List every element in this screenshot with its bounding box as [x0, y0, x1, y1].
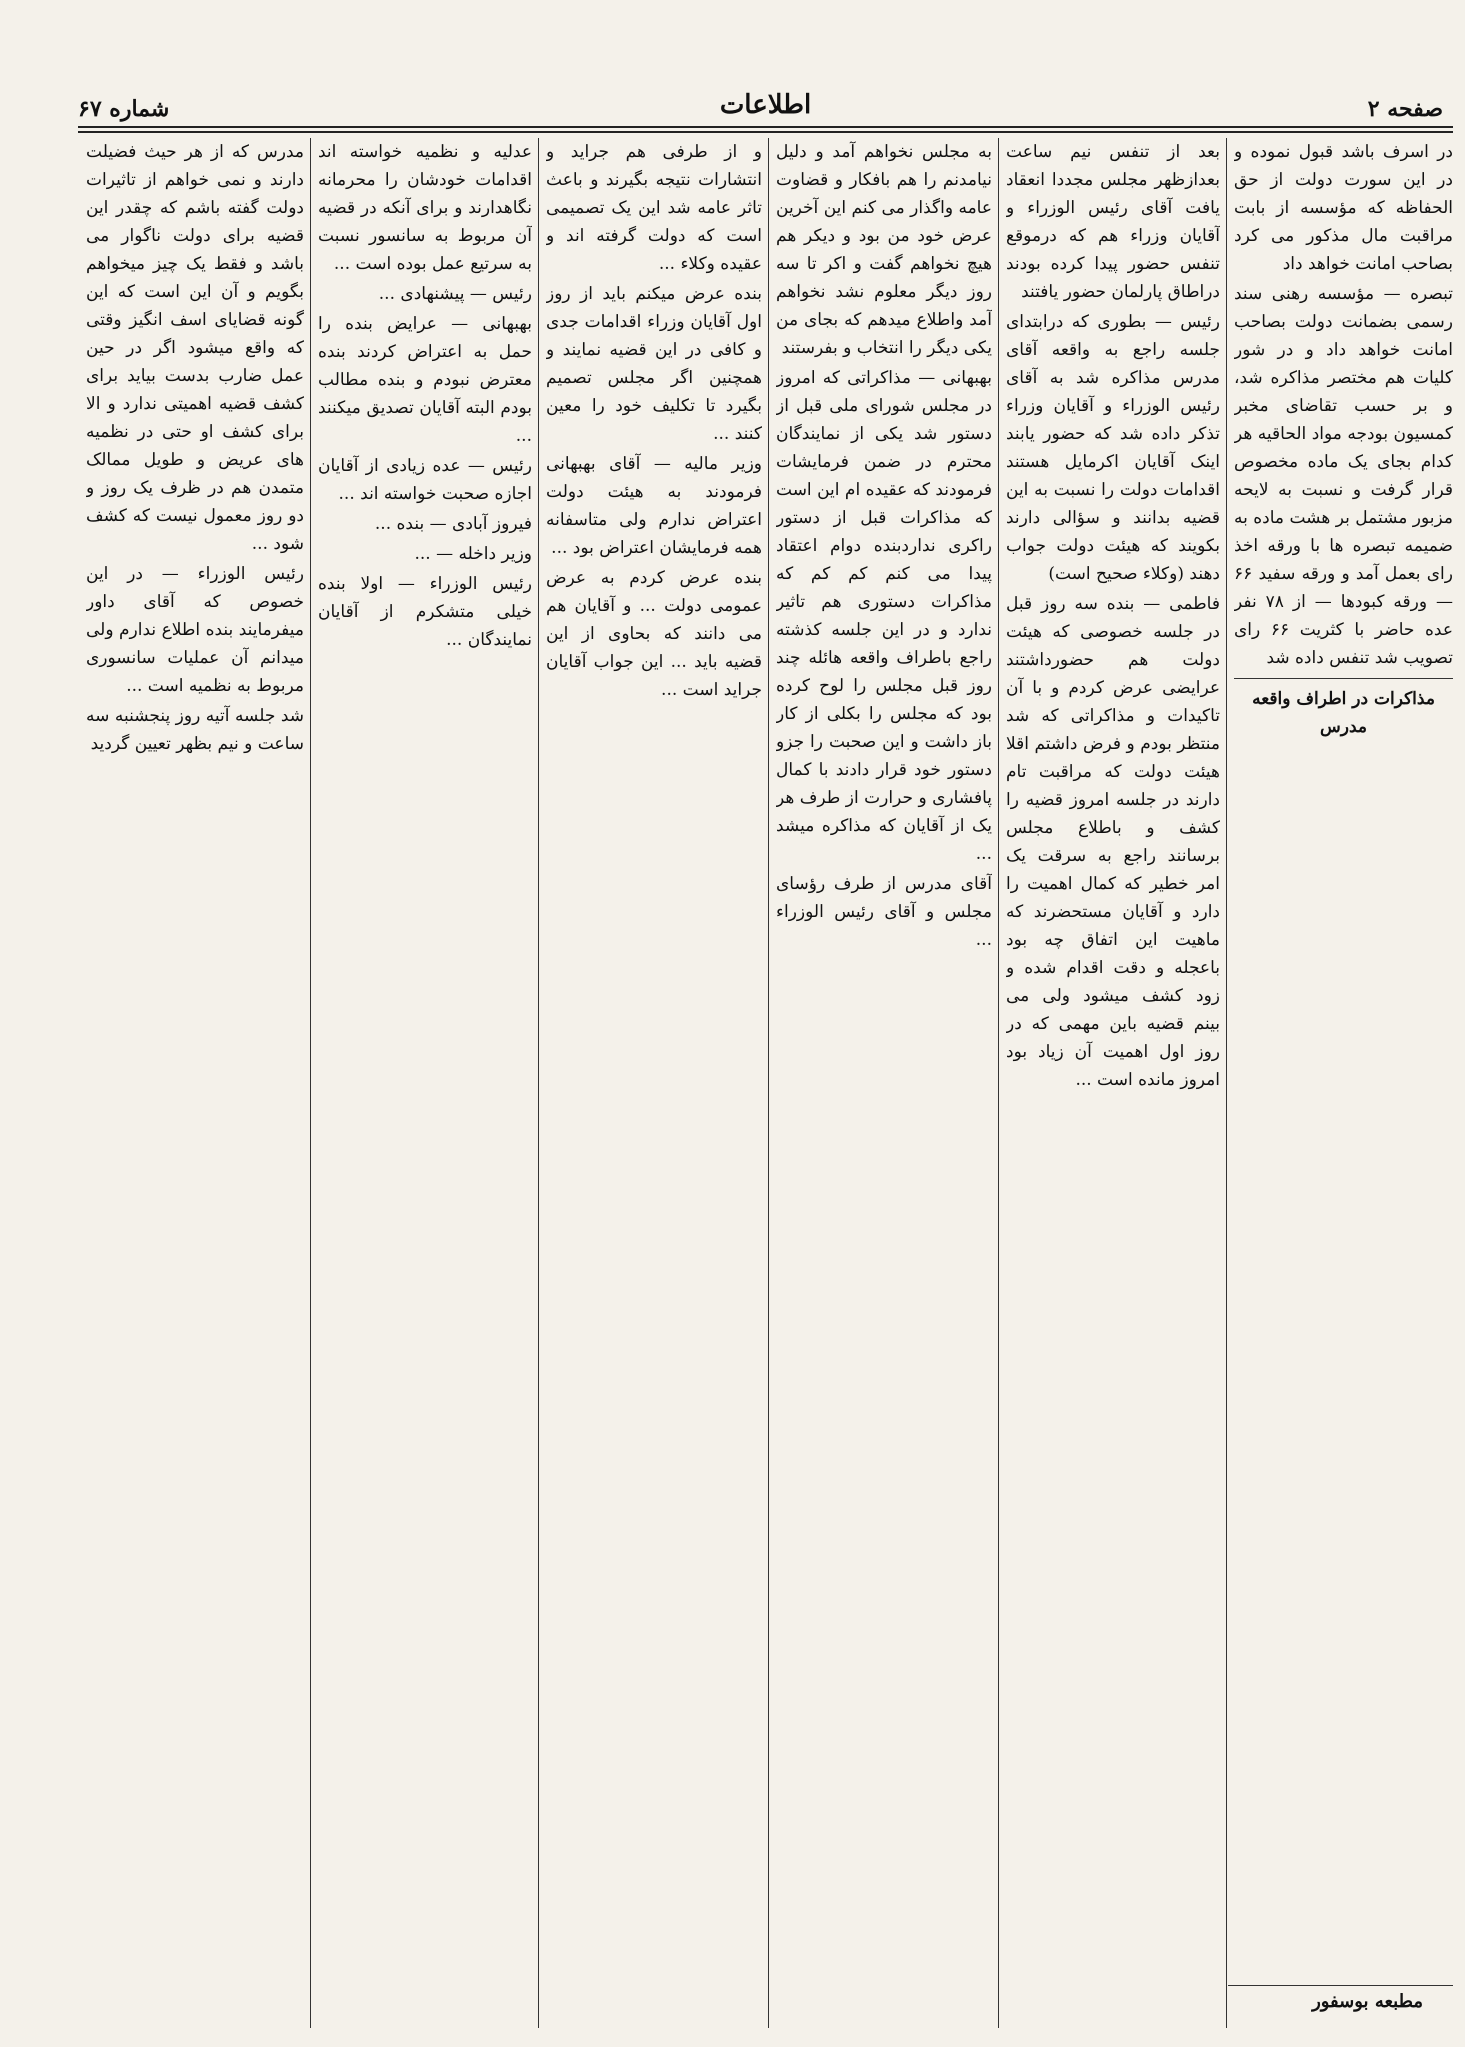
column-paragraph: بهبهانی — مذاکراتی که امروز در مجلس شورای ملی قبل از دستور شد یکی از نمایندگان محترم در ضمن فرمایشات فرمودند که عقیده ام این است که مذاکرات قبل از دستور راکری نداردبنده دوام اعتقاد پیدا می کنم کم کم که مذاکرات دستوری هم تاثیر ندارد و در این جلسه کذشته راجع باطراف واقعه هائله چند روز قبل مجلس را لوح کرده بود که مجلس را بکلی از کار باز داشت و این صحبت را جزو دستور خود قرار دادند با کمال پافشاری و حرارت از طرف هر یک از آقایان که مذاکره میشد ... [776, 368, 992, 864]
column-paragraph: وزیر داخله — ... [414, 544, 532, 564]
masthead [78, 90, 1453, 124]
issue-number: شماره ۶۷ [78, 96, 170, 122]
column-paragraph: رئیس — پیشنهادی ... [378, 284, 532, 304]
section-divider [1234, 678, 1453, 679]
column-paragraph: شد جلسه آتیه روز پنجشنبه سه ساعت و نیم بظهر تعیین گردید [86, 706, 304, 754]
section-heading: مذاکرات در اطراف واقعه مدرس [1252, 689, 1435, 737]
column-paragraph: عدلیه و نظمیه خواسته اند اقدامات خودشان را محرمانه نگاهدارند و برای آنکه در قضیه آن مربوط به سانسور نسبت به سرتیع عمل بوده است ... [318, 142, 532, 274]
masthead-rule-secondary [78, 131, 1453, 133]
page-number: صفحه ۲ [1367, 96, 1443, 122]
column-paragraph: رئیس — بطوری که درابتدای جلسه راجع به واقعه آقای مدرس مذاکره شد به آقای رئیس الوزراء و آقایان وزراء تذکر داده شد که حضور یابند اینک آقایان اکرمایل هستند اقدامات دولت را نسبت به این قضیه بدانند و سؤالی دارند بکویند که هیئت دولت جواب دهند (وکلاء صحیح است) [1006, 312, 1220, 584]
column-paragraph: رئیس — عده زیادی از آقایان اجازه صحبت خواسته اند ... [318, 456, 532, 504]
column-4 [546, 138, 762, 2028]
column-paragraph: به مجلس نخواهم آمد و دلیل نیامدنم را هم بافکار و قضاوت عامه واگذار می کنم این آخرین عرض خود من بود و دیکر هم هیچ نخواهم گفت و اکر تا سه روز دیگر معلوم نشد نخواهم آمد واطلاع میدهم که بجای من یکی دیگر را انتخاب و بفرستند [776, 142, 992, 358]
column-paragraph: بنده عرض میکنم باید از روز اول آقایان وزراء اقدامات جدی و کافی در این قضیه نمایند و همچنین اگر مجلس تصمیم بگیرد تا تکلیف خود را معین کنند ... [546, 284, 762, 444]
column-paragraph: رئیس الوزراء — اولا بنده خیلی متشکرم از آقایان نمایندگان ... [318, 574, 532, 650]
column-paragraph: در اسرف باشد قبول نموده و در این سورت دولت از حق الحفاظه که مؤسسه از بابت مراقبت مال مذکور می کرد بصاحب امانت خواهد داد [1234, 142, 1453, 274]
article-columns [78, 138, 1453, 2028]
column-paragraph: وزیر مالیه — آقای بهبهانی فرمودند به هیئت دولت اعتراض ندارم ولی متاسفانه همه فرمایشان اعتراض بود ... [546, 454, 762, 558]
column-paragraph: مدرس که از هر حیث فضیلت دارند و نمی خواهم از تاثیرات دولت گفته باشم که چقدر این قضیه برای دولت ناگوار می باشد و فقط یک چیز میخواهم بگویم و آن این است که این گونه قضایای اسف انگیز وقتی که واقع میشود اگر در حین عمل ضارب بدست بیاید برای کشف قضیه اهمیتی ندارد و الا برای کشف او حتی در نظمیه های عریض و طویل ممالک متمدن هم در ظرف یک روز و دو روز معمول نیست که کشف شود ... [86, 142, 304, 554]
column-3 [776, 138, 992, 2028]
column-paragraph: رئیس الوزراء — در این خصوص که آقای داور میفرمایند بنده اطلاع ندارم ولی میدانم آن عملیات سانسوری مربوط به نظمیه است ... [86, 564, 304, 696]
masthead-rule [78, 126, 1453, 128]
column-paragraph: و از طرفی هم جراید و انتشارات نتیجه بگیرند و باعث تاثر عامه شد این یک تصمیمی است که دولت گرفته اند و عقیده وکلاء ... [546, 142, 762, 274]
column-paragraph: بعد از تنفس نیم ساعت بعدازظهر مجلس مجددا انعقاد یافت آقای رئیس الوزراء و آقایان وزراء هم که درموقع تنفس حضور پیدا کرده بودند دراطاق پارلمان حضور یافتند [1006, 142, 1220, 302]
column-paragraph: فاطمی — بنده سه روز قبل در جلسه خصوصی که هیئت دولت هم حضورداشتند عرایضی عرض کردم و با آن تاکیدات و مذاکراتی که شد منتظر بودم و فرض داشتم اقلا هیئت دولت که مراقبت تام دارند در جلسه امروز قضیه را کشف و باطلاع مجلس برسانند راجع به سرقت یک امر خطیر که کمال اهمیت را دارد و آقایان مستحضرند که ماهیت این اتفاق چه بود باعجله و دقت اقدام شده و زود کشف میشود ولی می بینم قضیه باین مهمی که در روز اول اهمیت آن زیاد بود امروز مانده است ... [1006, 594, 1220, 1090]
newspaper-title: اطلاعات [719, 90, 812, 120]
column-6 [86, 138, 304, 2028]
footer-rule [1228, 1985, 1453, 1986]
column-2 [1006, 138, 1220, 2028]
column-paragraph: بهبهانی — عرایض بنده را حمل به اعتراض کردند بنده معترض نبودم و بنده مطالب بودم البته آقایان تصدیق میکنند ... [318, 314, 532, 446]
column-1 [1234, 138, 1453, 2028]
column-5 [318, 138, 532, 2028]
page-footer [78, 1985, 1453, 2025]
column-paragraph: بنده عرض کردم به عرض عمومی دولت ... و آقایان هم می دانند که بحاوی از این قضیه باید ... این جواب آقایان جراید است ... [546, 568, 762, 700]
column-paragraph: فیروز آبادی — بنده ... [374, 514, 532, 534]
column-paragraph: تبصره — مؤسسه رهنی سند رسمی بضمانت دولت بصاحب امانت خواهد داد و در شور کلیات هم مختصر مذاکره شد، و بر حسب تقاضای مخبر کمسیون بودجه مواد الحاقیه هر کدام بجای یک ماده مخصوص قرار گرفت و نسبت به لایحه مزبور مشتمل بر هشت ماده به ضمیمه تبصره ها با ورقه اخذ رای بعمل آمد و ورقه سفید ۶۶ — ورقه کبودها — از ۷۸ نفر عده حاضر با کثریت ۶۶ رای تصویب شد تنفس داده شد [1234, 284, 1453, 668]
column-paragraph: آقای مدرس از طرف رؤسای مجلس و آقای رئیس الوزراء ... [776, 874, 992, 950]
newspaper-page [78, 90, 1453, 2040]
printer-name: مطبعه بوسفور [1312, 1991, 1423, 2012]
